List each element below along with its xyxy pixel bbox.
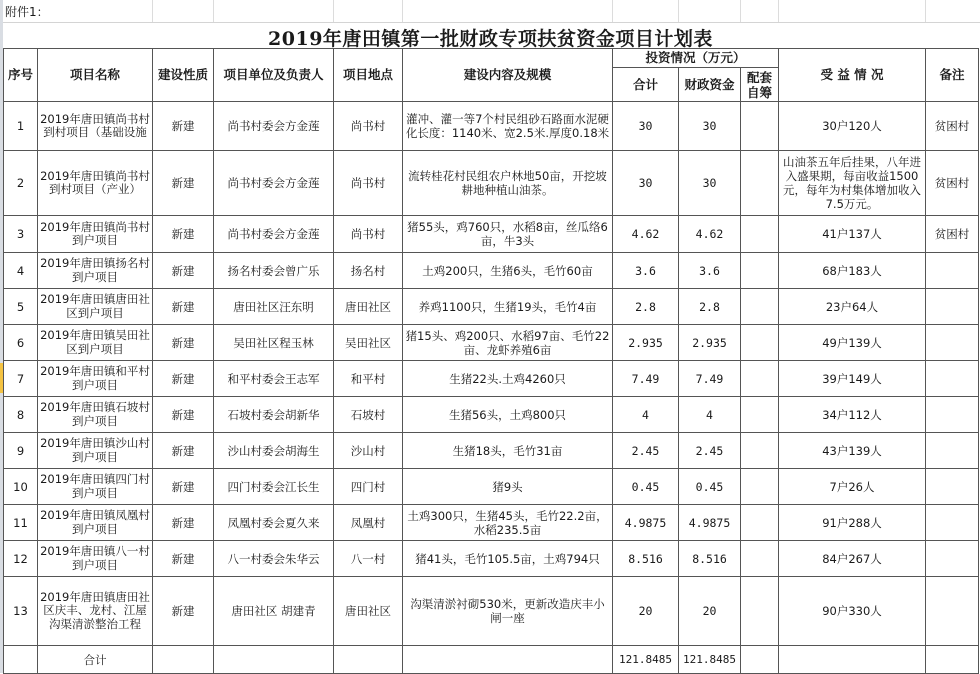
cell-seq[interactable]: 10: [4, 469, 38, 505]
cell-project-name[interactable]: 2019年唐田镇尚书村到村项目（产业）: [38, 151, 153, 216]
cell-project-name[interactable]: 2019年唐田镇石坡村到户项目: [38, 397, 153, 433]
totals-remark[interactable]: [926, 646, 979, 674]
table-row: [4, 325, 979, 361]
cell-benefit[interactable]: 34户112人: [779, 397, 926, 433]
cell-build-type[interactable]: 新建: [153, 469, 214, 505]
cell-content[interactable]: 猪41头，毛竹105.5亩，土鸡794只: [403, 541, 613, 577]
cell-seq[interactable]: 8: [4, 397, 38, 433]
cell-build-type[interactable]: 新建: [153, 505, 214, 541]
cell-self-raised[interactable]: [741, 541, 779, 577]
cell-unit-owner[interactable]: 扬名村委会曾广乐: [214, 253, 334, 289]
cell-total[interactable]: 4.62: [613, 216, 679, 253]
cell-self-raised[interactable]: [741, 325, 779, 361]
cell-location[interactable]: 八一村: [334, 541, 403, 577]
cell-unit-owner[interactable]: 沙山村委会胡海生: [214, 433, 334, 469]
cell-location[interactable]: 尚书村: [334, 151, 403, 216]
cell-fiscal[interactable]: 0.45: [679, 469, 741, 505]
cell-fiscal[interactable]: 2.935: [679, 325, 741, 361]
cell-unit-owner[interactable]: 尚书村委会方金莲: [214, 151, 334, 216]
cell-project-name[interactable]: 2019年唐田镇尚书村到村项目（基础设施: [38, 102, 153, 151]
project-table: [3, 48, 979, 674]
cell-location[interactable]: 唐田社区: [334, 577, 403, 646]
header-self-raised[interactable]: 配套自筹: [741, 68, 779, 102]
cell-benefit[interactable]: 68户183人: [779, 253, 926, 289]
header-row: [4, 49, 979, 68]
cell-build-type[interactable]: 新建: [153, 397, 214, 433]
cell-project-name[interactable]: 2019年唐田镇唐田社区庆丰、龙村、江屋沟渠清淤整治工程: [38, 577, 153, 646]
cell-location[interactable]: 凤凰村: [334, 505, 403, 541]
cell-remark[interactable]: [926, 397, 979, 433]
table-row: [4, 433, 979, 469]
cell-location[interactable]: 尚书村: [334, 102, 403, 151]
cell-seq[interactable]: 5: [4, 289, 38, 325]
cell-total[interactable]: 30: [613, 102, 679, 151]
totals-fiscal[interactable]: 121.8485: [679, 646, 741, 674]
cell-seq[interactable]: 4: [4, 253, 38, 289]
cell-content[interactable]: 生猪56头，土鸡800只: [403, 397, 613, 433]
cell-total[interactable]: 8.516: [613, 541, 679, 577]
cell-total[interactable]: 2.8: [613, 289, 679, 325]
cell-seq[interactable]: 11: [4, 505, 38, 541]
cell-project-name[interactable]: 2019年唐田镇扬名村到户项目: [38, 253, 153, 289]
cell-benefit[interactable]: 41户137人: [779, 216, 926, 253]
cell-content[interactable]: 灌冲、灌一等7个村民组砂石路面水泥硬化长度：1140米、宽2.5米.厚度0.18米: [403, 102, 613, 151]
cell-fiscal[interactable]: 20: [679, 577, 741, 646]
cell-fiscal[interactable]: 4.62: [679, 216, 741, 253]
cell-content[interactable]: 生猪18头，毛竹31亩: [403, 433, 613, 469]
cell-self-raised[interactable]: [741, 577, 779, 646]
cell-build-type[interactable]: 新建: [153, 102, 214, 151]
cell-fiscal[interactable]: 4.9875: [679, 505, 741, 541]
totals-total[interactable]: 121.8485: [613, 646, 679, 674]
cell-fiscal[interactable]: 30: [679, 102, 741, 151]
cell-unit-owner[interactable]: 吴田社区程玉林: [214, 325, 334, 361]
cell-self-raised[interactable]: [741, 151, 779, 216]
cell-benefit[interactable]: 7户26人: [779, 469, 926, 505]
cell-unit-owner[interactable]: 和平村委会王志军: [214, 361, 334, 397]
cell-unit-owner[interactable]: 尚书村委会方金莲: [214, 216, 334, 253]
cell-location[interactable]: 扬名村: [334, 253, 403, 289]
table-row: [4, 289, 979, 325]
cell-seq[interactable]: 3: [4, 216, 38, 253]
cell-project-name[interactable]: 2019年唐田镇凤凰村到户项目: [38, 505, 153, 541]
title-row: [3, 22, 978, 49]
cell-remark[interactable]: 贫困村: [926, 216, 979, 253]
cell-benefit[interactable]: 39户149人: [779, 361, 926, 397]
cell-total[interactable]: 4.9875: [613, 505, 679, 541]
cell-location[interactable]: 唐田社区: [334, 289, 403, 325]
cell-remark[interactable]: [926, 433, 979, 469]
cell-build-type[interactable]: 新建: [153, 433, 214, 469]
cell-total[interactable]: 4: [613, 397, 679, 433]
cell-remark[interactable]: [926, 469, 979, 505]
cell-location[interactable]: 四门村: [334, 469, 403, 505]
table-row: [4, 361, 979, 397]
header-remark[interactable]: 备注: [926, 49, 979, 102]
totals-label[interactable]: 合计: [38, 646, 153, 674]
table-row: [4, 577, 979, 646]
cell-remark[interactable]: [926, 361, 979, 397]
cell-location[interactable]: 尚书村: [334, 216, 403, 253]
cell-self-raised[interactable]: [741, 361, 779, 397]
cell-remark[interactable]: 贫困村: [926, 102, 979, 151]
cell-fiscal[interactable]: 2.8: [679, 289, 741, 325]
cell-project-name[interactable]: 2019年唐田镇和平村到户项目: [38, 361, 153, 397]
cell-total[interactable]: 0.45: [613, 469, 679, 505]
cell-unit-owner[interactable]: 唐田社区汪东明: [214, 289, 334, 325]
cell-fiscal[interactable]: 30: [679, 151, 741, 216]
cell-self-raised[interactable]: [741, 433, 779, 469]
header-investment[interactable]: 投资情况（万元）: [613, 49, 779, 68]
cell-content[interactable]: 生猪22头.土鸡4260只: [403, 361, 613, 397]
cell-self-raised[interactable]: [741, 289, 779, 325]
cell-benefit[interactable]: 49户139人: [779, 325, 926, 361]
cell-project-name[interactable]: 2019年唐田镇尚书村到户项目: [38, 216, 153, 253]
cell-build-type[interactable]: [153, 646, 214, 674]
gridline: [402, 0, 403, 22]
cell-total[interactable]: 3.6: [613, 253, 679, 289]
cell-build-type[interactable]: 新建: [153, 325, 214, 361]
header-benefit[interactable]: 受 益 情 况: [779, 49, 926, 102]
cell-benefit[interactable]: 30户120人: [779, 102, 926, 151]
cell-seq[interactable]: 13: [4, 577, 38, 646]
cell-seq[interactable]: 9: [4, 433, 38, 469]
cell-total[interactable]: 7.49: [613, 361, 679, 397]
cell-remark[interactable]: 贫困村: [926, 151, 979, 216]
gridline: [333, 0, 334, 22]
header-total[interactable]: 合计: [613, 68, 679, 102]
cell-self-raised[interactable]: [741, 253, 779, 289]
cell-content[interactable]: 猪9头: [403, 469, 613, 505]
cell-fiscal[interactable]: 7.49: [679, 361, 741, 397]
cell-self-raised[interactable]: [741, 216, 779, 253]
table-row: [4, 541, 979, 577]
cell-seq[interactable]: 1: [4, 102, 38, 151]
table-row: [4, 216, 979, 253]
table-row: [4, 253, 979, 289]
gridline: [152, 0, 153, 22]
cell-content[interactable]: 猪15头、鸡200只、水稻97亩、毛竹22亩、龙虾养殖6亩: [403, 325, 613, 361]
table-row: [4, 505, 979, 541]
totals-self-raised[interactable]: [741, 646, 779, 674]
gridline: [740, 0, 741, 22]
cell-location[interactable]: 石坡村: [334, 397, 403, 433]
cell-content[interactable]: 土鸡300只，生猪45头，毛竹22.2亩，水稻235.5亩: [403, 505, 613, 541]
cell-build-type[interactable]: 新建: [153, 289, 214, 325]
cell-build-type[interactable]: 新建: [153, 541, 214, 577]
gridline: [612, 0, 613, 22]
cell-total[interactable]: 2.935: [613, 325, 679, 361]
totals-row: [4, 646, 979, 674]
header-seq[interactable]: 序号: [4, 49, 38, 102]
cell-fiscal[interactable]: 8.516: [679, 541, 741, 577]
page-title: 2019年唐田镇第一批财政专项扶贫资金项目计划表: [268, 28, 713, 50]
cell-seq[interactable]: 2: [4, 151, 38, 216]
cell-self-raised[interactable]: [741, 469, 779, 505]
cell-build-type[interactable]: 新建: [153, 361, 214, 397]
cell-self-raised[interactable]: [741, 397, 779, 433]
cell-unit-owner[interactable]: 凤凰村委会夏久来: [214, 505, 334, 541]
table-row: [4, 151, 979, 216]
header-fiscal[interactable]: 财政资金: [679, 68, 741, 102]
table-row: [4, 469, 979, 505]
header-build-type[interactable]: 建设性质: [153, 49, 214, 102]
totals-benefit[interactable]: [779, 646, 926, 674]
cell-total[interactable]: 20: [613, 577, 679, 646]
gridline: [778, 0, 779, 22]
cell-benefit[interactable]: 43户139人: [779, 433, 926, 469]
cell-seq[interactable]: 12: [4, 541, 38, 577]
cell-content[interactable]: [403, 646, 613, 674]
cell-content[interactable]: 流转桂花村民组农户林地50亩，开挖坡耕地种植山油茶。: [403, 151, 613, 216]
cell-remark[interactable]: [926, 289, 979, 325]
cell-project-name[interactable]: 2019年唐田镇四门村到户项目: [38, 469, 153, 505]
header-project-name[interactable]: 项目名称: [38, 49, 153, 102]
header-unit-owner[interactable]: 项目单位及负责人: [214, 49, 334, 102]
cell-content[interactable]: 养鸡1100只，生猪19头，毛竹4亩: [403, 289, 613, 325]
cell-benefit[interactable]: 山油茶五年后挂果，八年进入盛果期，每亩收益1500元，每年为村集体增加收入7.5万元。: [779, 151, 926, 216]
header-content-scale[interactable]: 建设内容及规模: [403, 49, 613, 102]
cell-seq[interactable]: [4, 646, 38, 674]
cell-total[interactable]: 30: [613, 151, 679, 216]
cell-unit-owner[interactable]: 八一村委会朱华云: [214, 541, 334, 577]
cell-unit-owner[interactable]: 唐田社区 胡建青: [214, 577, 334, 646]
cell-location[interactable]: 吴田社区: [334, 325, 403, 361]
cell-remark[interactable]: [926, 505, 979, 541]
cell-unit-owner[interactable]: 石坡村委会胡新华: [214, 397, 334, 433]
cell-content[interactable]: 土鸡200只，生猪6头，毛竹60亩: [403, 253, 613, 289]
table-row: [4, 102, 979, 151]
cell-location[interactable]: 和平村: [334, 361, 403, 397]
cell-unit-owner[interactable]: 四门村委会江长生: [214, 469, 334, 505]
cell-build-type[interactable]: 新建: [153, 253, 214, 289]
cell-content[interactable]: 猪55头，鸡760只，水稻8亩，丝瓜络6亩，牛3头: [403, 216, 613, 253]
cell-fiscal[interactable]: 3.6: [679, 253, 741, 289]
cell-build-type[interactable]: 新建: [153, 577, 214, 646]
cell-benefit[interactable]: 84户267人: [779, 541, 926, 577]
cell-remark[interactable]: [926, 253, 979, 289]
cell-location[interactable]: [334, 646, 403, 674]
table-row: [4, 397, 979, 433]
cell-fiscal[interactable]: 2.45: [679, 433, 741, 469]
cell-project-name[interactable]: 2019年唐田镇沙山村到户项目: [38, 433, 153, 469]
header-location[interactable]: 项目地点: [334, 49, 403, 102]
cell-project-name[interactable]: 2019年唐田镇八一村到户项目: [38, 541, 153, 577]
cell-benefit[interactable]: 91户288人: [779, 505, 926, 541]
cell-seq[interactable]: 6: [4, 325, 38, 361]
gridline: [925, 0, 926, 22]
cell-remark[interactable]: [926, 325, 979, 361]
attachment-row: [3, 0, 980, 23]
cell-project-name[interactable]: 2019年唐田镇吴田社区到户项目: [38, 325, 153, 361]
cell-self-raised[interactable]: [741, 102, 779, 151]
cell-build-type[interactable]: 新建: [153, 216, 214, 253]
cell-content[interactable]: 沟渠清淤衬砌530米，更新改造庆丰小闸一座: [403, 577, 613, 646]
cell-remark[interactable]: [926, 577, 979, 646]
cell-benefit[interactable]: 90户330人: [779, 577, 926, 646]
cell-location[interactable]: 沙山村: [334, 433, 403, 469]
attachment-label: 附件1：: [5, 5, 49, 19]
cell-remark[interactable]: [926, 541, 979, 577]
cell-seq[interactable]: 7: [4, 361, 38, 397]
cell-unit-owner[interactable]: 尚书村委会方金莲: [214, 102, 334, 151]
cell-fiscal[interactable]: 4: [679, 397, 741, 433]
cell-self-raised[interactable]: [741, 505, 779, 541]
gridline: [213, 0, 214, 22]
cell-build-type[interactable]: 新建: [153, 151, 214, 216]
cell-project-name[interactable]: 2019年唐田镇唐田社区到户项目: [38, 289, 153, 325]
cell-unit-owner[interactable]: [214, 646, 334, 674]
cell-total[interactable]: 2.45: [613, 433, 679, 469]
cell-benefit[interactable]: 23户64人: [779, 289, 926, 325]
gridline: [678, 0, 679, 22]
